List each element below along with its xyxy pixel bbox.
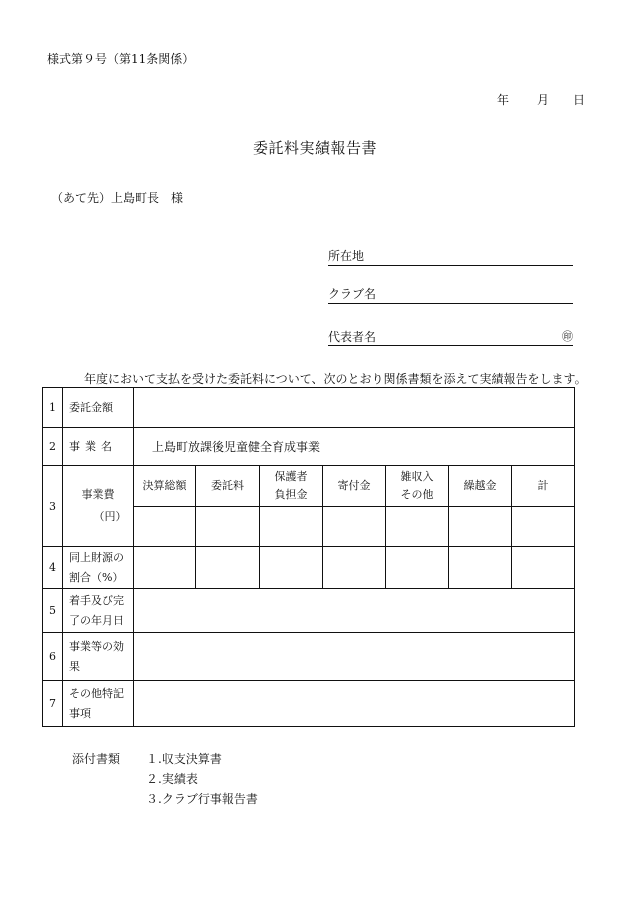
year-label: 年 xyxy=(497,93,510,107)
project-name-value[interactable]: 上島町放課後児童健全育成事業 xyxy=(134,428,575,466)
col-header-commission: 委託料 xyxy=(196,466,260,507)
table-row xyxy=(43,466,575,507)
cost-donation-cell[interactable] xyxy=(323,507,386,547)
attachment-item: ２.実績表 xyxy=(146,772,198,786)
cost-misc-income-cell[interactable] xyxy=(386,507,449,547)
ratio-total-settlement-cell[interactable] xyxy=(134,547,196,589)
seal-icon: ㊞ xyxy=(562,330,573,343)
cost-total-settlement-cell[interactable] xyxy=(134,507,196,547)
special-notes-cell[interactable] xyxy=(134,681,575,727)
contract-amount-cell[interactable] xyxy=(134,388,575,428)
report-table xyxy=(42,387,575,727)
date-line xyxy=(497,91,585,108)
cost-guardian-burden-cell[interactable] xyxy=(260,507,323,547)
addressee: （あて先）上島町長 様 xyxy=(51,191,184,205)
ratio-misc-income-cell[interactable] xyxy=(386,547,449,589)
row-number: 7 xyxy=(43,681,63,727)
project-cost-label: 事業費 xyxy=(81,488,115,501)
month-label: 月 xyxy=(537,93,550,107)
table-row xyxy=(43,388,575,428)
col-header-misc-income: 雑収入 その他 xyxy=(386,466,449,507)
row-number: 6 xyxy=(43,633,63,681)
table-row xyxy=(43,547,575,589)
table-row xyxy=(43,633,575,681)
ratio-total-cell[interactable] xyxy=(512,547,575,589)
cost-total-cell[interactable] xyxy=(512,507,575,547)
row-label-project-effect: 事業等の効果 xyxy=(63,633,134,681)
row-number: 3 xyxy=(43,466,63,547)
statement-text: 年度において支払を受けた委託料について、次のとおり関係書類を添えて実績報告をします。 xyxy=(84,372,587,386)
row-label-contract-amount: 委託金額 xyxy=(63,388,134,428)
cost-carryover-cell[interactable] xyxy=(449,507,512,547)
row-label-project-name: 事業名 xyxy=(63,428,134,466)
address-label: 所在地 xyxy=(328,249,365,263)
ratio-carryover-cell[interactable] xyxy=(449,547,512,589)
address-field[interactable] xyxy=(328,247,573,266)
table-row xyxy=(43,681,575,727)
day-label: 日 xyxy=(573,93,586,107)
representative-field[interactable] xyxy=(328,327,573,345)
form-number: 様式第９号（第11条関係） xyxy=(47,52,195,66)
club-name-label: クラブ名 xyxy=(328,287,377,301)
row-label-project-cost xyxy=(63,466,134,547)
table-row xyxy=(43,428,575,466)
row-number: 4 xyxy=(43,547,63,589)
ratio-commission-cell[interactable] xyxy=(196,547,260,589)
col-header-total-settlement: 決算総額 xyxy=(134,466,196,507)
table-row xyxy=(43,589,575,633)
row-number: 1 xyxy=(43,388,63,428)
ratio-guardian-burden-cell[interactable] xyxy=(260,547,323,589)
attachments-label: 添付書類 xyxy=(72,752,121,766)
attachment-item: ３.クラブ行事報告書 xyxy=(146,792,258,806)
row-number: 5 xyxy=(43,589,63,633)
document-title: 委託料実績報告書 xyxy=(252,139,377,157)
start-completion-date-cell[interactable] xyxy=(134,589,575,633)
row-label-special-notes: その他特記事項 xyxy=(63,681,134,727)
cost-commission-cell[interactable] xyxy=(196,507,260,547)
row-label-funding-ratio: 同上財源の割合（%） xyxy=(63,547,134,589)
col-header-guardian-burden: 保護者 負担金 xyxy=(260,466,323,507)
project-effect-cell[interactable] xyxy=(134,633,575,681)
col-header-total: 計 xyxy=(512,466,575,507)
representative-label: 代表者名 xyxy=(328,328,573,346)
row-label-start-completion-date: 着手及び完了の年月日 xyxy=(63,589,134,633)
club-name-field[interactable] xyxy=(328,285,573,304)
yen-unit-label: （円） xyxy=(93,510,127,523)
row-number: 2 xyxy=(43,428,63,466)
attachment-item: １.収支決算書 xyxy=(146,752,222,766)
col-header-carryover: 繰越金 xyxy=(449,466,512,507)
col-header-donation: 寄付金 xyxy=(323,466,386,507)
ratio-donation-cell[interactable] xyxy=(323,547,386,589)
